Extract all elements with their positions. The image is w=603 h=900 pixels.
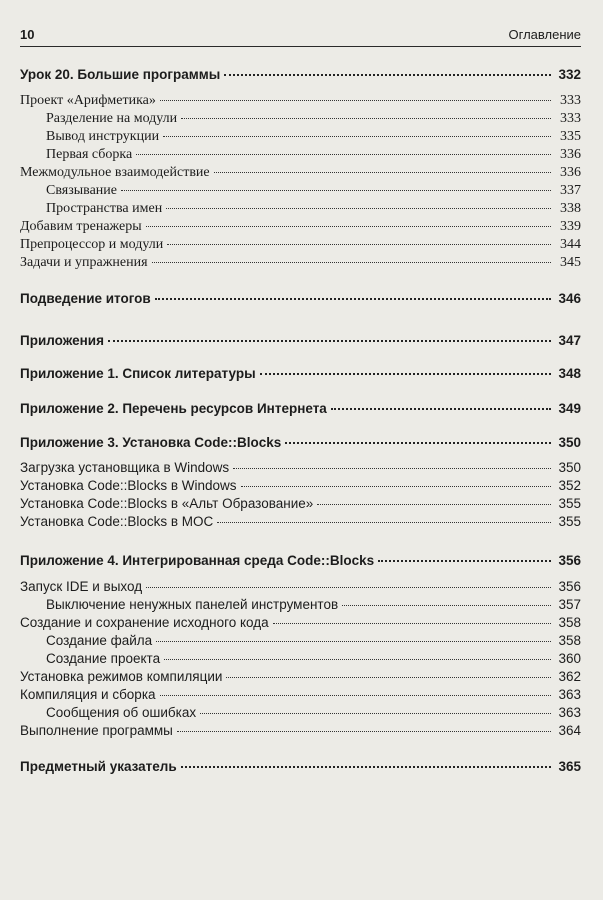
toc-section: Добавим тренажеры 339 (20, 219, 581, 234)
toc-chapter: Подведение итогов 346 (20, 291, 581, 306)
toc-subsection: Вывод инструкции 335 (46, 129, 581, 144)
toc-subsection: Связывание 337 (46, 183, 581, 198)
toc-subsection: Разделение на модули 333 (46, 111, 581, 126)
toc-chapter: Предметный указатель 365 (20, 759, 581, 774)
running-title: Оглавление (508, 27, 581, 42)
toc-subsection: Сообщения об ошибках 363 (46, 705, 581, 720)
toc-section: Установка Code::Blocks в МОС 355 (20, 514, 581, 529)
toc-section: Препроцессор и модули 344 (20, 237, 581, 252)
toc-chapter: Приложение 3. Установка Code::Blocks 350 (20, 435, 581, 450)
toc-section: Запуск IDE и выход 356 (20, 579, 581, 594)
page-number: 10 (20, 27, 35, 42)
toc-section: Задачи и упражнения 345 (20, 255, 581, 270)
toc-chapter: Приложение 1. Список литературы 348 (20, 366, 581, 381)
toc-chapter: Приложение 2. Перечень ресурсов Интернета 349 (20, 401, 581, 416)
toc-chapter: Приложение 4. Интегрированная среда Code::Blocks 356 (20, 553, 581, 568)
toc-section: Выполнение программы 364 (20, 723, 581, 738)
toc-section: Установка Code::Blocks в Windows 352 (20, 478, 581, 493)
toc-chapter: Урок 20. Большие программы 332 (20, 67, 581, 82)
toc-subsection: Выключение ненужных панелей инструментов 357 (46, 597, 581, 612)
toc-section: Проект «Арифметика» 333 (20, 93, 581, 108)
toc-section: Создание и сохранение исходного кода 358 (20, 615, 581, 630)
toc-chapter: Приложения 347 (20, 333, 581, 348)
toc-subsection: Создание проекта 360 (46, 651, 581, 666)
toc-section: Компиляция и сборка 363 (20, 687, 581, 702)
toc-section: Загрузка установщика в Windows 350 (20, 460, 581, 475)
toc-subsection: Пространства имен 338 (46, 201, 581, 216)
toc-subsection: Первая сборка 336 (46, 147, 581, 162)
toc-section: Установка Code::Blocks в «Альт Образование» 355 (20, 496, 581, 511)
page-header (20, 26, 581, 47)
toc-section: Межмодульное взаимодействие 336 (20, 165, 581, 180)
toc-section: Установка режимов компиляции 362 (20, 669, 581, 684)
toc-subsection: Создание файла 358 (46, 633, 581, 648)
